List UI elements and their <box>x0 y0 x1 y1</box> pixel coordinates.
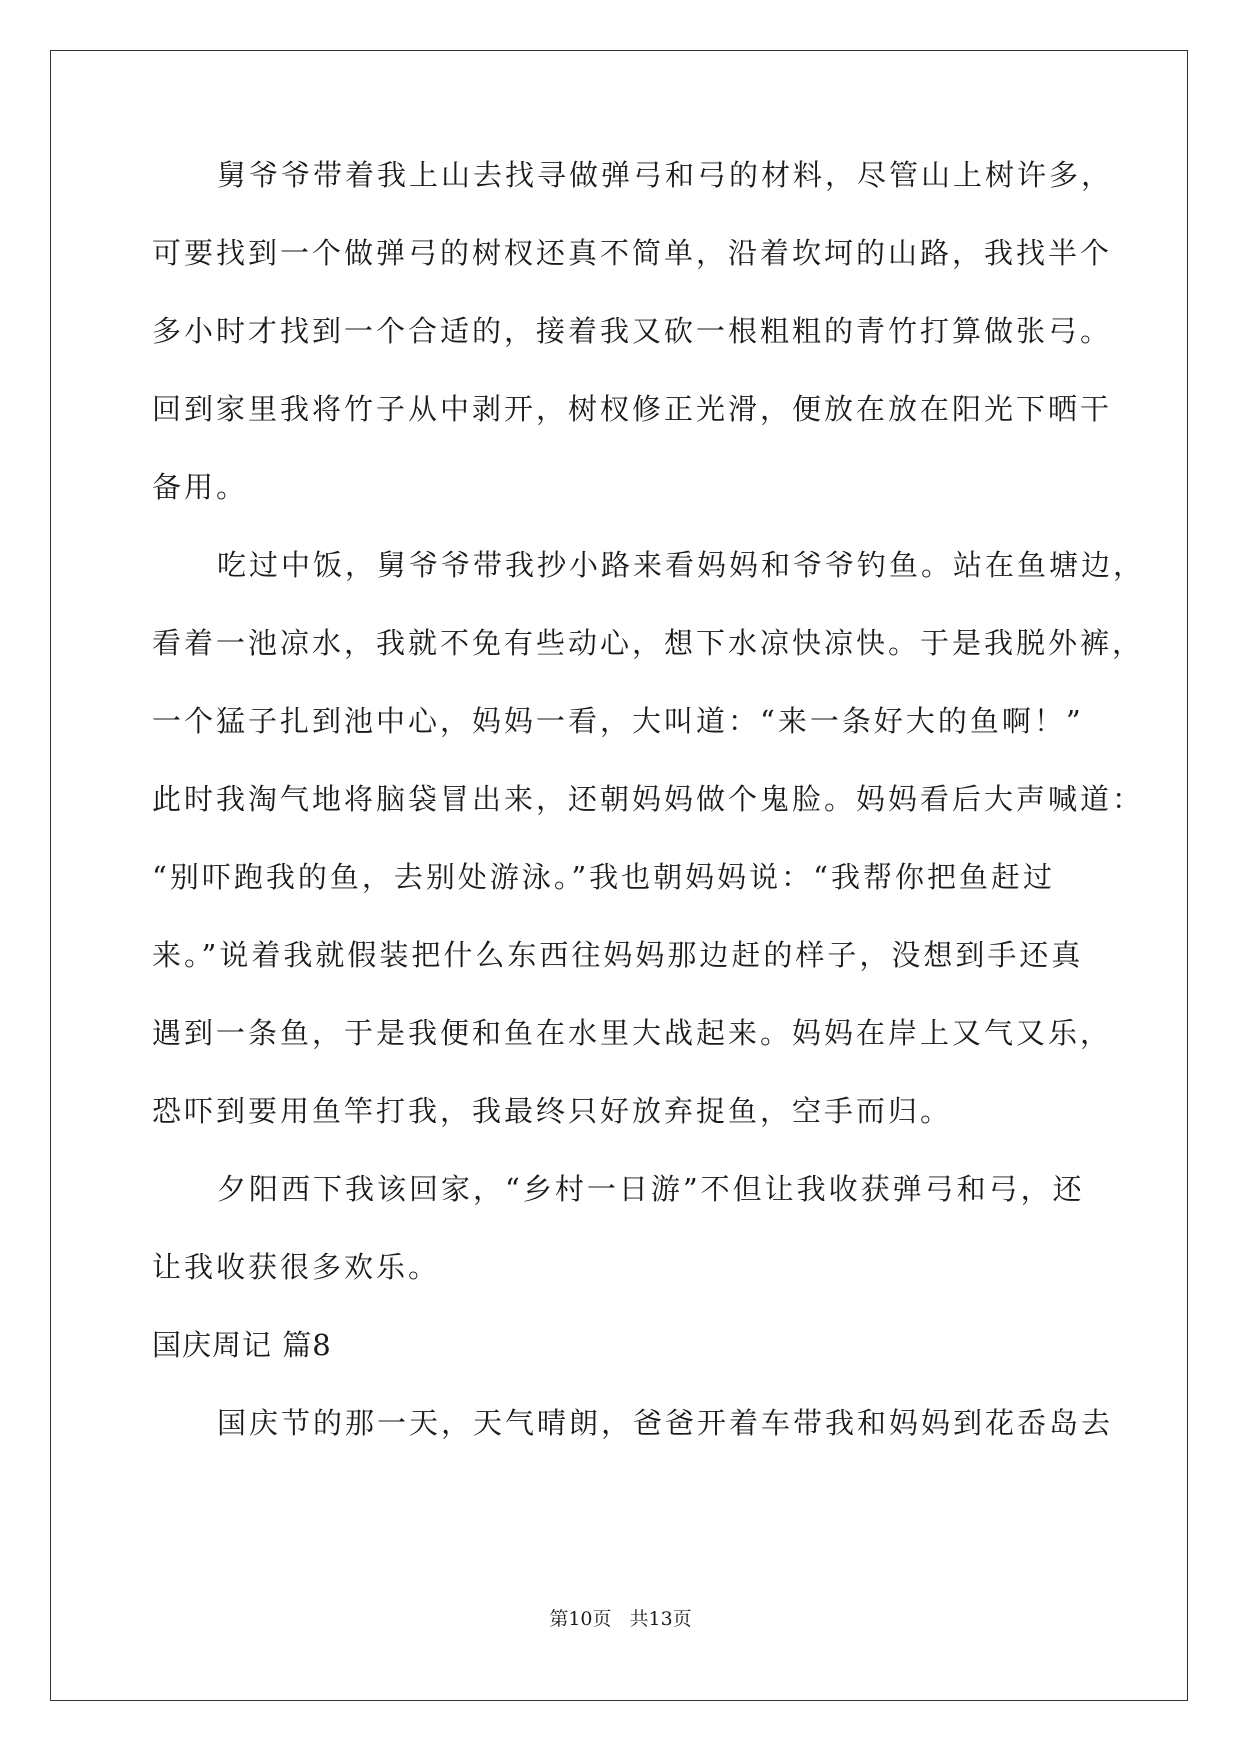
page-total: 共13页 <box>629 1608 692 1630</box>
paragraph-line: 可要找到一个做弹弓的树杈还真不简单，沿着坎坷的山路，我找半个 <box>152 236 1113 270</box>
paragraph-line: 备用。 <box>152 470 249 504</box>
paragraph-line: 舅爷爷带着我上山去找寻做弹弓和弓的材料，尽管山上树许多， <box>217 158 1114 192</box>
paragraph-line: 恐吓到要用鱼竿打我，我最终只好放弃捉鱼，空手而归。 <box>152 1094 953 1128</box>
paragraph-line: “别吓跑我的鱼，去别处游泳。”我也朝妈妈说：“我帮你把鱼赶过 <box>152 860 1055 894</box>
document-body <box>152 155 1146 1481</box>
paragraph-line: 吃过中饭，舅爷爷带我抄小路来看妈妈和爷爷钓鱼。站在鱼塘边， <box>217 548 1146 582</box>
paragraph-line: 一个猛子扎到池中心，妈妈一看，大叫道：“来一条好大的鱼啊！” <box>152 704 1084 738</box>
page-footer <box>0 1606 1241 1632</box>
page-number: 第10页 <box>549 1608 612 1630</box>
paragraph-line: 此时我淘气地将脑袋冒出来，还朝妈妈做个鬼脸。妈妈看后大声喊道： <box>152 782 1145 816</box>
paragraph-line: 多小时才找到一个合适的，接着我又砍一根粗粗的青竹打算做张弓。 <box>152 314 1113 348</box>
paragraph-line: 遇到一条鱼，于是我便和鱼在水里大战起来。妈妈在岸上又气又乐， <box>152 1016 1113 1050</box>
paragraph-line: 看着一池凉水，我就不免有些动心，想下水凉快凉快。于是我脱外裤， <box>152 626 1145 660</box>
paragraph-line: 国庆节的那一天，天气晴朗，爸爸开着车带我和妈妈到花岙岛去 <box>217 1406 1114 1440</box>
paragraph-line: 让我收获很多欢乐。 <box>152 1250 441 1284</box>
section-heading: 国庆周记 篇8 <box>152 1328 332 1362</box>
paragraph-line: 回到家里我将竹子从中剥开，树杈修正光滑，便放在放在阳光下晒干 <box>152 392 1113 426</box>
paragraph-line: 夕阳西下我该回家，“乡村一日游”不但让我收获弹弓和弓，还 <box>217 1172 1085 1206</box>
paragraph-line: 来。”说着我就假装把什么东西往妈妈那边赶的样子，没想到手还真 <box>152 938 1084 972</box>
